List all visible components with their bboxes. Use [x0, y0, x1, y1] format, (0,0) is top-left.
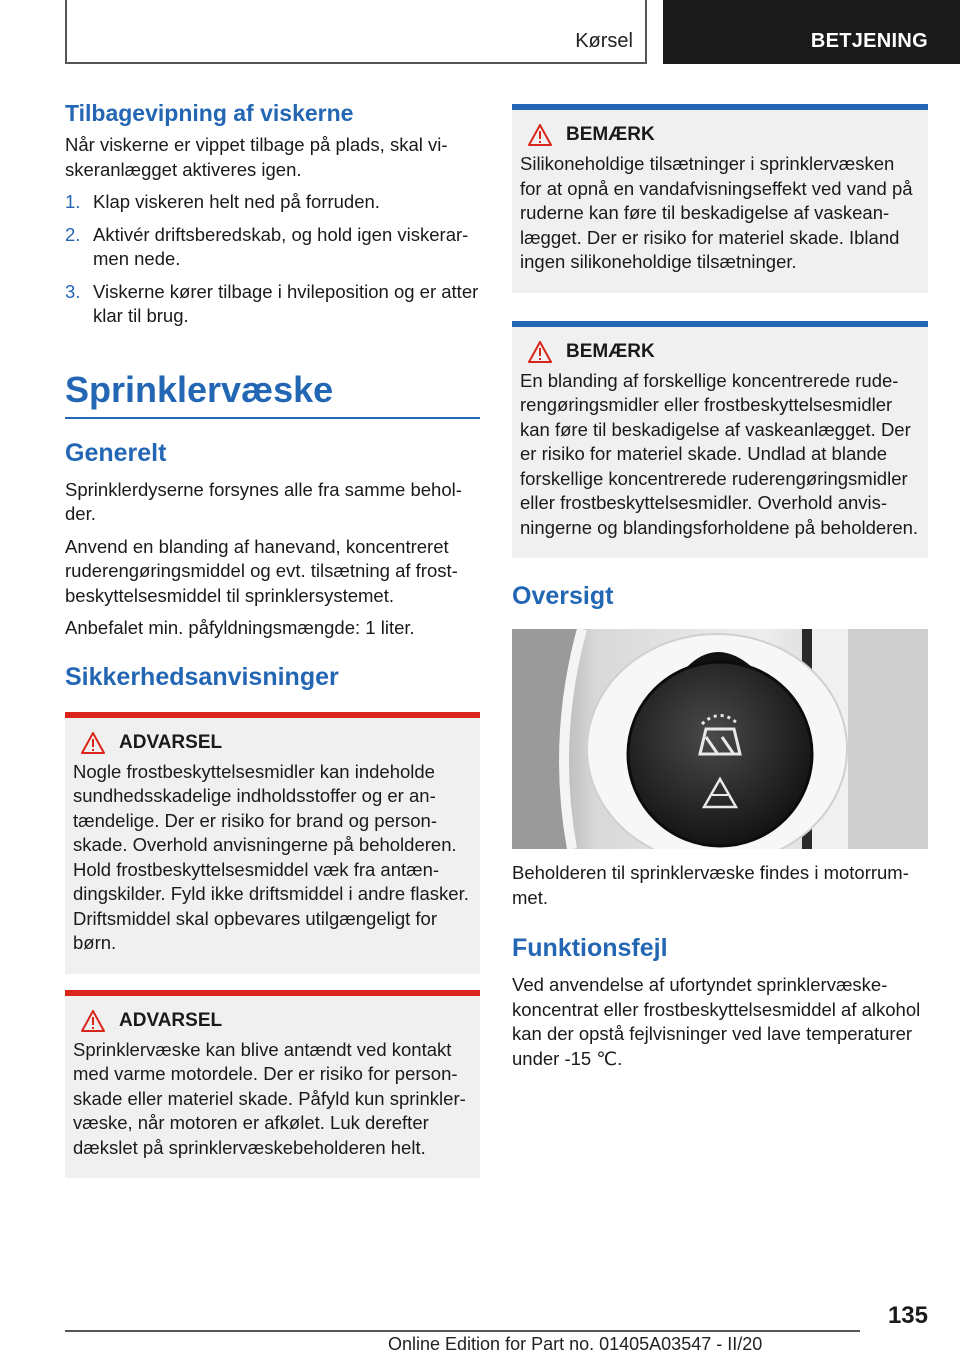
note-text: En blanding af forskellige koncentrerede ruderengøringsmidler eller frostbeskyttelsesmidler kan føre til beskadigelse af vaskeanlægget. Der er risiko for materiel skade. Undlad at blande forskellige koncentrerede ruderengøringsmidler eller frostbeskyttelsesmidler. Overhold anvisningerne og blandingsforholdene på beholderen. — [520, 369, 919, 538]
warning-heading — [73, 732, 472, 754]
left-column — [65, 100, 480, 1194]
note-heading — [520, 124, 920, 146]
step-text: Aktivér driftsberedskab, og hold igen viskerarmen nede. — [93, 223, 469, 269]
warning-triangle-icon — [81, 1010, 105, 1032]
note-box-1 — [512, 104, 928, 293]
fault-title: Funktionsfejl — [512, 934, 668, 962]
list-item — [65, 190, 480, 215]
washer-fluid-cap-photo — [512, 629, 928, 849]
step-number: 2. — [65, 223, 81, 245]
wiper-steps — [65, 190, 480, 329]
header-section: Kørsel — [575, 30, 633, 52]
warning-box-1 — [65, 712, 480, 974]
general-title: Generelt — [65, 438, 167, 467]
caution-triangle-icon — [528, 124, 552, 146]
warning-triangle-icon — [81, 732, 105, 754]
header-section-box — [65, 0, 647, 64]
step-number: 3. — [65, 280, 81, 302]
overview-text: Beholderen til sprinklervæske findes i motorrummet. — [512, 862, 909, 908]
note-text: Silikoneholdige tilsætninger i sprinklervæsken for at opnå en vandafvisningseffekt ved vand på ruderne kan føre til beskadigelse af vaskeanlægget. Der er risiko for materiel skade. Ibland ingen silikoneholdige tilsætninger. — [520, 153, 913, 272]
header-chapter: BETJENING — [810, 30, 928, 52]
warning-heading — [73, 1010, 472, 1032]
general-paragraph-3: Anbefalet min. påfyldningsmængde: 1 liter. — [65, 617, 415, 638]
note-label: BEMÆRK — [566, 124, 655, 145]
step-text: Klap viskeren helt ned på forruden. — [93, 191, 380, 212]
caution-triangle-icon — [528, 341, 552, 363]
overview-title: Oversigt — [512, 582, 614, 610]
warning-text: Sprinklervæske kan blive antændt ved kontakt med varme motordele. Der er risiko for personskade eller materiel skade. Påfyld kun sprinklervæske, når motoren er afkølet. Luk derefter dækslet på sprinklervæskebeholderen helt. — [73, 1038, 466, 1158]
fault-text: Ved anvendelse af ufortyndet sprinklervæskekoncentrat eller frostbeskyttelsesmiddel af alkohol kan der opstå fejlvisninger ved lave temperaturer under -15 ℃. — [512, 974, 921, 1069]
note-box-2 — [512, 321, 928, 559]
right-column — [512, 104, 928, 1079]
wiper-intro: Når viskerne er vippet tilbage på plads, skal viskeranlægget aktiveres igen. — [65, 134, 448, 180]
warning-label: ADVARSEL — [119, 1009, 223, 1031]
list-item — [65, 223, 480, 272]
footer-divider — [65, 1330, 860, 1332]
main-title: Sprinklervæske — [65, 369, 480, 419]
list-item — [65, 280, 480, 329]
warning-text: Nogle frostbeskyttelsesmidler kan indeholde sundhedsskadelige indholdsstoffer og er antændelige. Der er risiko for brand og personskade. Overhold anvisningerne på beholderen. Hold frostbeskyttelsesmiddel væk fra antændingskilder. Fyld ikke driftsmiddel i andre flasker. Driftsmiddel skal opbevares utilgængeligt for børn. — [73, 760, 469, 953]
step-text: Viskerne kører tilbage i hvileposition og er atter klar til brug. — [93, 280, 479, 326]
general-paragraph-1: Sprinklerdyserne forsynes alle fra samme beholder. — [65, 478, 462, 524]
note-label: BEMÆRK — [566, 340, 655, 362]
safety-title: Sikkerhedsanvisninger — [65, 662, 339, 691]
warning-box-2 — [65, 990, 480, 1179]
step-number: 1. — [65, 191, 81, 212]
page-number: 135 — [887, 1302, 928, 1329]
edition-text: Online Edition for Part no. 01405A03547 - II/20 — [388, 1334, 763, 1354]
general-paragraph-2: Anvend en blanding af hanevand, koncentreret ruderengøringsmiddel og evt. tilsætning af frostbeskyttelsesmiddel til sprinklersystemet. — [65, 535, 458, 606]
header-chapter-tab — [663, 0, 960, 64]
note-heading — [520, 341, 920, 363]
warning-label: ADVARSEL — [119, 731, 223, 753]
wiper-title: Tilbagevipning af viskerne — [65, 100, 354, 126]
